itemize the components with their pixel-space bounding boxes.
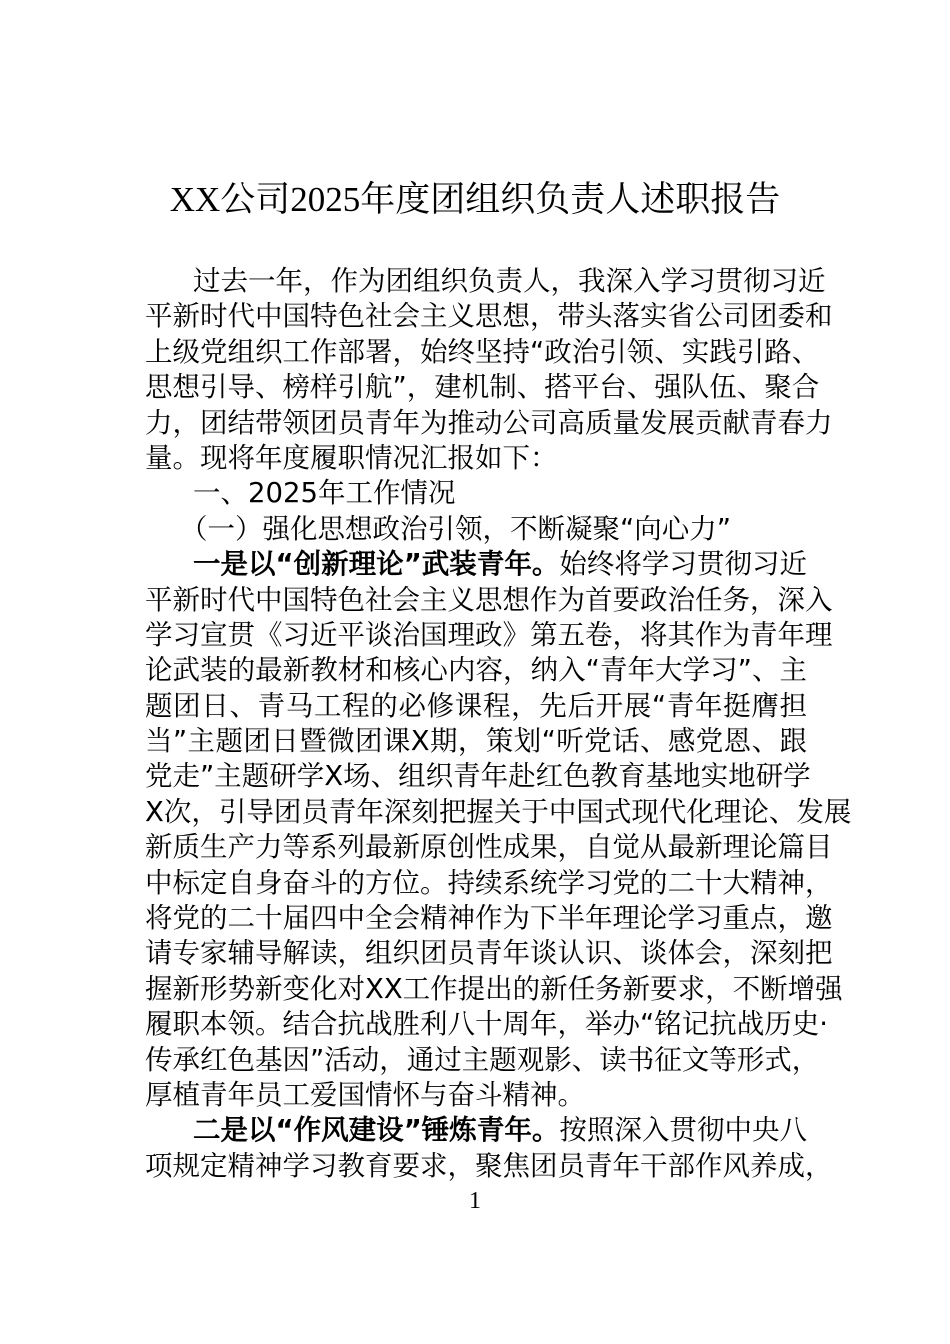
document-body <box>145 264 852 1184</box>
text-line <box>145 547 807 582</box>
text-line: 论武装的最新教材和核心内容，纳入“青年大学习”、主 <box>145 654 807 687</box>
text-line <box>145 1113 807 1148</box>
text-line: 请专家辅导解读，组织团员青年谈认识、谈体会，深刻把 <box>145 937 833 970</box>
text-line: 力，团结带领团员青年为推动公司高质量发展贡献青春力 <box>145 406 833 439</box>
intro-paragraph <box>145 264 833 476</box>
subsection-heading: （一）强化思想政治引领，不断凝聚“向心力” <box>180 512 731 545</box>
text-line: 过去一年，作为团组织负责人，我深入学习贯彻习近 <box>193 265 826 297</box>
text-line: 学习宣贯《习近平谈治国理政》第五卷，将其作为青年理 <box>145 618 833 651</box>
paragraph-1 <box>145 547 852 1113</box>
text-line: 厚植青年员工爱国情怀与奋斗精神。 <box>145 1078 585 1111</box>
text-line: 将党的二十届四中全会精神作为下半年理论学习重点，邀 <box>145 902 833 935</box>
text-line: X次，引导团员青年深刻把握关于中国式现代化理论、发展 <box>145 795 852 828</box>
text-line: 党走”主题研学X场、组织青年赴红色教育基地实地研学 <box>145 760 811 793</box>
text-line: 中标定自身奋斗的方位。持续系统学习党的二十大精神， <box>145 866 833 899</box>
text-line: 当”主题团日暨微团课X期，策划“听党话、感党恩、跟 <box>145 725 807 758</box>
text-line: 握新形势新变化对XX工作提出的新任务新要求，不断增强 <box>145 972 843 1005</box>
page-number: 1 <box>469 1188 481 1214</box>
text-line: 项规定精神学习教育要求，聚焦团员青年干部作风养成， <box>145 1149 833 1182</box>
text-span: 按照深入贯彻中央八 <box>559 1114 807 1147</box>
text-line: 新质生产力等系列最新原创性成果，自觉从最新理论篇目 <box>145 831 833 864</box>
text-span: 始终将学习贯彻习近 <box>559 548 807 581</box>
text-line: 上级党组织工作部署，始终坚持“政治引领、实践引路、 <box>145 335 820 368</box>
text-line: 平新时代中国特色社会主义思想作为首要政治任务，深入 <box>145 583 833 616</box>
text-line: 履职本领。结合抗战胜利八十周年，举办“铭记抗战历史· <box>145 1008 828 1041</box>
text-line: 传承红色基因”活动，通过主题观影、读书征文等形式， <box>145 1043 820 1076</box>
text-line: 题团日、青马工程的必修课程，先后开展“青年挺膺担 <box>145 689 807 722</box>
text-line: 平新时代中国特色社会主义思想，带头落实省公司团委和 <box>145 300 833 333</box>
document-title: XX公司2025年度团组织负责人述职报告 <box>169 180 781 219</box>
section-heading: 一、2025年工作情况 <box>193 477 456 510</box>
bold-lead: 一是以“创新理论”武装青年。 <box>193 548 560 581</box>
paragraph-2 <box>145 1113 833 1184</box>
text-line: 思想引导、榜样引航”，建机制、搭平台、强队伍、聚合 <box>145 371 820 404</box>
bold-lead: 二是以“作风建设”锤炼青年。 <box>193 1114 560 1147</box>
text-line: 量。现将年度履职情况汇报如下： <box>145 441 558 474</box>
